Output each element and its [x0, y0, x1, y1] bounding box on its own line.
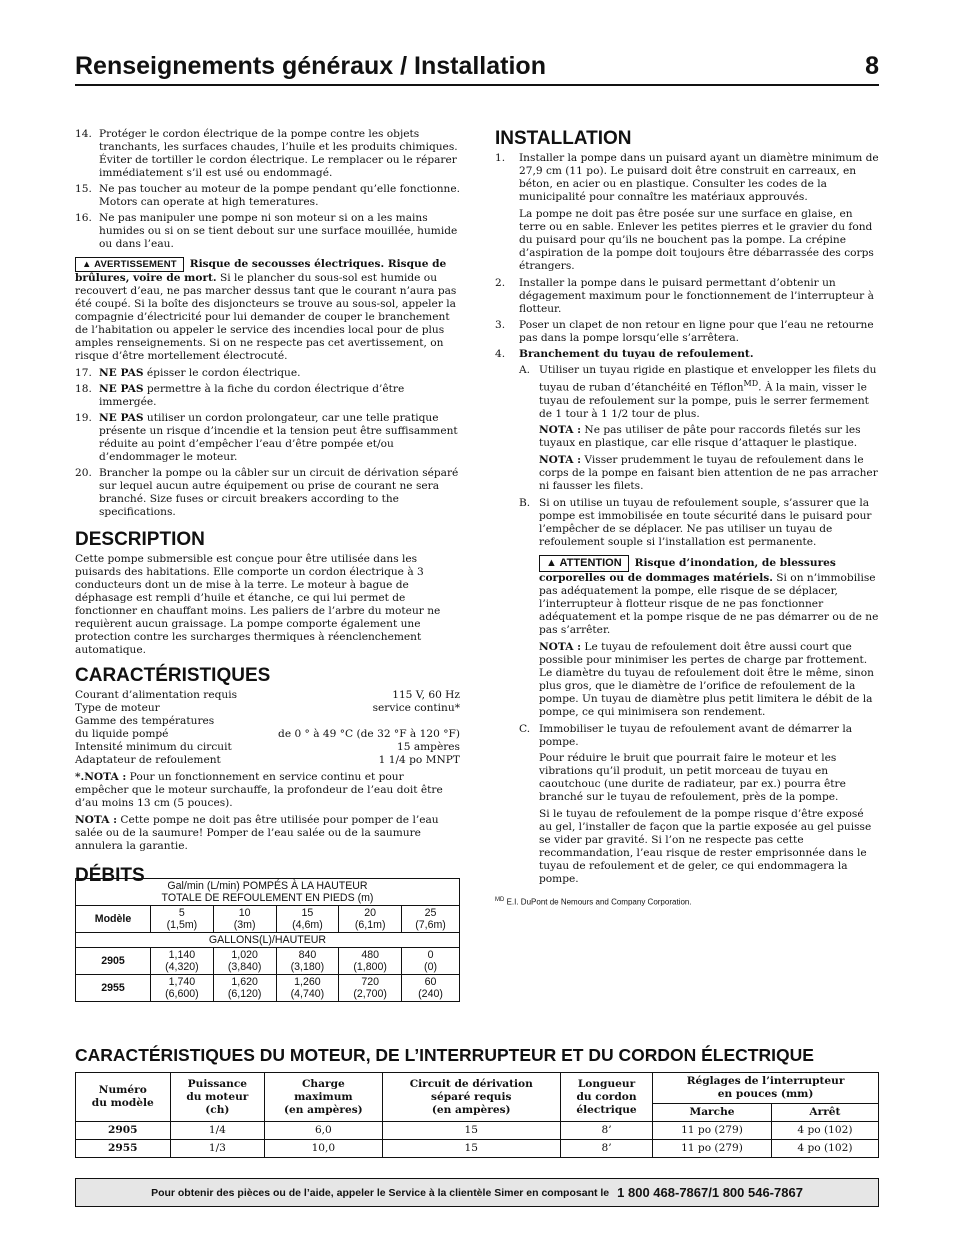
item-bold: NE PAS	[99, 412, 144, 424]
header-line: TOTALE DE REFOULEMENT EN PIEDS (m)	[161, 892, 374, 904]
table-row	[76, 948, 460, 975]
list-item	[495, 348, 880, 361]
install-steps	[495, 152, 880, 361]
note-a1	[495, 424, 880, 450]
spec-row	[75, 754, 460, 767]
warning-badge	[75, 257, 184, 272]
attention-badge-label: ATTENTION	[559, 556, 622, 569]
note-duty	[75, 771, 460, 810]
item-text: Protéger le cordon électrique de la pompe contre les objets tranchants, les surfaces chaudes, l’huile et les produits chimiques. Éviter de tortiller le cordon électrique. Le remplacer ou le réparer immédiatement s’il est usé ou endommagé.	[99, 128, 458, 179]
footnote	[495, 894, 880, 909]
height-m: (1,5m)	[166, 919, 198, 931]
cell-model: 2905	[76, 1122, 171, 1140]
flow-gal: 720	[361, 976, 380, 988]
item-number: 18.	[75, 383, 92, 395]
step-number: 4.	[495, 348, 506, 360]
step-text: Branchement du tuyau de refoulement.	[519, 348, 754, 360]
header-line: Circuit de dérivation	[409, 1077, 533, 1090]
table-row	[76, 1073, 879, 1104]
cell-off: 4 po (102)	[771, 1122, 878, 1140]
item-bold: NE PAS	[99, 367, 144, 379]
header-line: maximum	[294, 1090, 353, 1103]
flow-gal: 1,140	[168, 949, 196, 961]
page-number: 8	[865, 52, 879, 80]
spec-value: 15 ampères	[396, 741, 460, 753]
note-label: NOTA :	[539, 640, 582, 653]
height-ft: 25	[424, 907, 437, 919]
flow-l: (1,800)	[353, 961, 387, 973]
note-label: *.NOTA :	[75, 771, 127, 783]
flow-cell	[276, 975, 339, 1002]
spec-label: Courant d’alimentation requis	[75, 689, 238, 701]
step-text: Poser un clapet de non retour en ligne pour que l’eau ne retourne pas dans la pompe lorsqu’elle s’arrêtera.	[519, 319, 874, 344]
item-text: utiliser un cordon prolongateur, car une telle pratique présente un risque d’incendie et la tension peut être suffisamment réduite au point d’empêcher l’eau d’être pompée et/ou d’endommager le moteur.	[99, 412, 458, 463]
debits-heading: DÉBITS	[75, 865, 145, 886]
item-number: 15.	[75, 183, 92, 195]
list-item	[75, 128, 460, 180]
header-line: électrique	[576, 1103, 637, 1116]
warning-bold: Risque de secousses électriques. Risque de brûlures, voire de mort.	[75, 258, 447, 284]
description-heading: DESCRIPTION	[75, 529, 205, 550]
spec-label: Type de moteur	[75, 702, 160, 714]
spec-row	[75, 689, 460, 702]
note-text: Ne pas utiliser de pâte pour raccords filetés sur les tuyaux en plastique, car elle risque d’attaquer le plastique.	[539, 423, 861, 449]
item-text: Ne pas manipuler une pompe ni son moteur si on a les mains humides ou si on se tient debout sur une surface mouillée, humide ou dans l’eau.	[99, 212, 458, 250]
cell-circuit: 15	[382, 1122, 560, 1140]
height-cell	[213, 906, 276, 933]
spec-label: Intensité minimum du circuit	[75, 741, 232, 753]
table-row	[76, 1140, 879, 1158]
support-footer	[75, 1178, 879, 1207]
description-text: Cette pompe submersible est conçue pour être utilisée dans les puisards des habitations. Elle comporte un cordon électrique à 3 conducteurs dont un de mise à la terre. Le moteur à bague de déphasage est rempli d’huile et étanche, ce qui lui permet de fonctionner en chauffant moins. Les paliers de l’arbre du moteur ne requièrent aucun graissage. La pompe comporte également une protection contre les surcharges thermiques à réenclenchement automatique.	[75, 553, 441, 656]
list-item	[75, 467, 460, 519]
table-row	[76, 933, 460, 948]
step-text: Installer la pompe dans le puisard permettant d’obtenir un dégagement maximum pour le fonctionnement de l’interrupteur à flotteur.	[519, 277, 874, 315]
flow-cell	[151, 948, 214, 975]
item-text: épisser le cordon électrique.	[146, 367, 301, 379]
flow-l: (0)	[424, 961, 437, 973]
attention-bold: Risque d’inondation, de blessures corporelles ou de dommages matériels.	[539, 556, 836, 584]
cell-load: 10,0	[265, 1140, 382, 1158]
flow-l: (3,840)	[227, 961, 262, 973]
note-label: NOTA :	[539, 453, 582, 466]
footnote-sup: MD	[495, 896, 505, 903]
item-text: Ne pas toucher au moteur de la pompe pendant qu’elle fonctionne. Motors can operate at high temeratures.	[99, 183, 460, 208]
item-bold: NE PAS	[99, 383, 144, 395]
item-number: 14.	[75, 128, 92, 140]
list-item	[495, 319, 880, 345]
attention-badge	[539, 555, 629, 572]
table-row	[76, 879, 460, 906]
flow-cell	[213, 975, 276, 1002]
flow-l: (2,700)	[353, 988, 387, 1000]
attention-block	[495, 555, 880, 637]
trademark-sup: MD	[743, 379, 759, 388]
cell-on: 11 po (279)	[653, 1122, 772, 1140]
substep-b	[495, 497, 880, 549]
spec-label: Gamme des températures	[75, 715, 215, 727]
header-line: du moteur	[186, 1090, 249, 1103]
flow-gal: 840	[298, 949, 317, 961]
substep-a	[495, 364, 880, 421]
spec-label: du liquide pompé	[75, 728, 169, 740]
item-text: permettre à la fiche du cordon électrique d’être immergée.	[99, 383, 405, 408]
substep-c-paragraph: Pour réduire le bruit que pourrait faire le moteur et les vibrations qu’il produit, un petit morceau de tuyau en caoutchouc (une durite de radiateur, par ex.) pourra être branché sur le tuyau de refoulement, près de la pompe.	[539, 751, 846, 803]
header-line: du modèle	[91, 1097, 154, 1109]
table-header	[76, 879, 460, 906]
flow-cell	[276, 948, 339, 975]
cell-circuit: 15	[382, 1140, 560, 1158]
header-line: (en ampères)	[284, 1103, 363, 1116]
footer-phone: 1 800 468-7867/1 800 546-7867	[617, 1185, 803, 1200]
height-ft: 5	[178, 907, 185, 919]
height-cell	[151, 906, 214, 933]
substep-text: . À la main, visser le tuyau de refoulement sur la pompe, puis le serrer fermement de 1 tour à 1 1/2 tour de plus.	[539, 381, 869, 420]
height-cell	[402, 906, 460, 933]
height-m: (7,6m)	[415, 919, 446, 931]
cell-model: 2955	[76, 1140, 171, 1158]
table-row	[76, 975, 460, 1002]
motor-table	[75, 1072, 879, 1158]
col-header-power	[170, 1073, 265, 1122]
height-ft: 10	[238, 907, 251, 919]
list-item	[75, 383, 460, 409]
flow-cell	[402, 975, 460, 1002]
item-text: Brancher la pompe ou la câbler sur un circuit de dérivation séparé sur lequel aucun autre équipement ou prise de courant ne sera branché. Size fuses or circuit breakers according to the specifications.	[99, 467, 459, 518]
specs-list	[75, 689, 460, 767]
header-line: Puissance	[187, 1077, 248, 1090]
warning-triangle-icon: ▲	[82, 259, 92, 270]
height-ft: 15	[301, 907, 314, 919]
flow-gal: 480	[361, 949, 380, 961]
flow-cell	[402, 948, 460, 975]
list-item	[75, 183, 460, 209]
height-ft: 20	[364, 907, 377, 919]
flow-l: (4,740)	[290, 988, 325, 1000]
header-line: Réglages de l’interrupteur	[686, 1075, 845, 1087]
substep-text: Immobiliser le tuyau de refoulement avant de démarrer la pompe.	[539, 722, 853, 748]
col-header-model	[76, 1073, 171, 1122]
note-a2	[495, 454, 880, 493]
spec-label: Adaptateur de refoulement	[75, 754, 221, 766]
height-m: (4,6m)	[292, 919, 323, 931]
col-header-off: Arrêt	[771, 1104, 878, 1122]
table-row	[76, 906, 460, 933]
spec-row	[75, 702, 460, 715]
flow-gal: 1,020	[231, 949, 258, 961]
attention-text: Si on n’immobilise pas adéquatement la pompe, elle risque de se déplacer, l’interrupteur à flotteur risque de ne pas fonctionner adéquatement et la pompe risque de ne pas démarrer ou de ne pas s’arrêter.	[539, 571, 879, 636]
flow-l: (6,120)	[227, 988, 262, 1000]
list-item	[495, 277, 880, 316]
header-line: du cordon	[576, 1090, 637, 1103]
height-cell	[339, 906, 402, 933]
list-item	[495, 152, 880, 273]
footer-text: Pour obtenir des pièces ou de l’aide, appeler le Service à la clientèle Simer en composant le	[151, 1186, 610, 1199]
step-number: 3.	[495, 319, 506, 331]
warning-badge-label: AVERTISSEMENT	[94, 259, 177, 270]
header-line: Gal/min (L/min) POMPÉS À LA HAUTEUR	[167, 880, 368, 892]
right-column	[495, 128, 880, 912]
spec-value: 115 V, 60 Hz	[392, 689, 460, 701]
specs-heading: CARACTÉRISTIQUES	[75, 665, 271, 686]
note-label: NOTA :	[75, 814, 118, 826]
table-row	[76, 1122, 879, 1140]
flow-gal: 1,620	[231, 976, 258, 988]
note-saltwater	[75, 814, 460, 853]
installation-heading: INSTALLATION	[495, 128, 632, 149]
step-text: La pompe ne doit pas être posée sur une surface en glaise, en terre ou en sable. Enlever les petites pierres et le gravier du fond du puisard pour qu’ils ne bouchent pas la pompe. La crépine d’aspiration de la pompe doit toujours être débarrassée des corps étrangers.	[519, 208, 874, 272]
flow-l: (240)	[418, 988, 443, 1000]
step-number: 1.	[495, 152, 506, 164]
note-text: Cette pompe ne doit pas être utilisée pour pomper de l’eau salée ou de la saumure! Pomper de l’eau salée ou de la saumure annulera la garantie.	[75, 814, 439, 852]
flow-gal: 0	[427, 949, 434, 961]
flow-l: (4,320)	[165, 961, 199, 973]
header-line: séparé requis	[431, 1090, 512, 1103]
substep-c	[495, 723, 880, 749]
item-number: 17.	[75, 367, 92, 379]
motor-heading: CARACTÉRISTIQUES DU MOTEUR, DE L’INTERRUPTEUR ET DU CORDON ÉLECTRIQUE	[75, 1045, 814, 1065]
note-label: NOTA :	[539, 423, 582, 436]
list-item	[75, 212, 460, 251]
substep-text: Utiliser un tuyau rigide en plastique et envelopper les filets du tuyau de ruban d’étanchéité en Téflon	[539, 364, 877, 394]
list-item	[75, 367, 460, 380]
header-line: Numéro	[98, 1084, 147, 1096]
height-m: (3m)	[233, 919, 256, 931]
spec-value: 1 1/4 po MNPT	[378, 754, 460, 766]
step-number: 2.	[495, 277, 506, 289]
left-column	[75, 128, 460, 889]
model-cell: 2905	[76, 948, 151, 975]
flow-table	[75, 878, 460, 1002]
flow-l: (6,600)	[165, 988, 199, 1000]
note-text: Pour un fonctionnement en service continu et pour empêcher que le moteur surchauffe, la profondeur de l’eau doit être d’au moins 13 cm (5 pouces).	[75, 771, 443, 809]
list-item	[75, 412, 460, 464]
note-text: Visser prudemment le tuyau de refoulement dans le corps de la pompe en faisant bien attention de ne pas arracher ni fausser les filets.	[539, 453, 878, 492]
cell-cord: 8’	[560, 1122, 652, 1140]
model-cell: 2955	[76, 975, 151, 1002]
spec-row	[75, 728, 460, 741]
cell-off: 4 po (102)	[771, 1140, 878, 1158]
spec-row	[75, 715, 460, 728]
header-line: (ch)	[205, 1103, 230, 1116]
substep-c-paragraph: Si le tuyau de refoulement de la pompe risque d’être exposé au gel, l’installer de façon que la partie exposée au gel puisse se vider par gravité. Si l’on ne respecte pas cette recommandation, l’eau risque de rester emprisonnée dans le tuyau de refoulement et de geler, ce qui endommagera la pompe.	[539, 807, 872, 885]
flow-gal: 60	[424, 976, 437, 988]
header-line: en pouces (mm)	[717, 1088, 814, 1100]
warning-triangle-icon: ▲	[546, 556, 557, 569]
substep-letter: A.	[519, 364, 531, 376]
model-column-header: Modèle	[76, 906, 151, 933]
warning-text: Si le plancher du sous-sol est humide ou recouvert d’eau, ne pas marcher dessus tant que le courant n’aura pas été coupé. Si la boîte des disjoncteurs se trouve au sous-sol, appeler la compagnie d’électricité pour lui demander de couper le branchement de l’habitation ou appeler le service des incendies local pour de plus amples renseignements. Si on ne respecte pas cet avertissement, on risque d’être mortellement électrocuté.	[75, 272, 457, 362]
cell-on: 11 po (279)	[653, 1140, 772, 1158]
spec-row	[75, 741, 460, 754]
header-line: (en ampères)	[431, 1103, 511, 1116]
flow-gal: 1,260	[294, 976, 321, 988]
cell-cord: 8’	[560, 1140, 652, 1158]
footnote-text: E.I. DuPont de Nemours and Company Corporation.	[506, 897, 692, 907]
col-header-circuit	[382, 1073, 560, 1122]
header-line: Longueur	[577, 1077, 636, 1090]
col-header-on: Marche	[653, 1104, 772, 1122]
header-line: Charge	[302, 1077, 345, 1090]
flow-cell	[151, 975, 214, 1002]
flow-cell	[213, 948, 276, 975]
substep-letter: C.	[519, 722, 531, 735]
item-number: 16.	[75, 212, 92, 224]
page-header	[75, 48, 879, 86]
col-header-switch	[653, 1073, 879, 1104]
substep-letter: B.	[519, 496, 531, 509]
height-m: (6,1m)	[354, 919, 386, 931]
flow-l: (3,180)	[290, 961, 325, 973]
cell-power: 1/4	[170, 1122, 265, 1140]
safety-list-b	[75, 367, 460, 519]
note-text: Le tuyau de refoulement doit être aussi court que possible pour minimiser les pertes de charge par frottement. Le diamètre du tuyau de refoulement doit être le même, sinon plus gros, que le diamètre de l’orifice de refoulement de la pompe. Un tuyau de diamètre plus petit limitera le débit de la pompe, ce qui minimisera son rendement.	[539, 640, 874, 718]
page-title: Renseignements généraux / Installation	[75, 52, 546, 80]
flow-gal: 1,740	[168, 976, 196, 988]
col-header-cord	[560, 1073, 652, 1122]
cell-power: 1/3	[170, 1140, 265, 1158]
item-number: 20.	[75, 467, 92, 479]
warning-block	[75, 257, 460, 363]
note-b	[495, 641, 880, 719]
units-row: GALLONS(L)/HAUTEUR	[76, 933, 460, 948]
step-text: Installer la pompe dans un puisard ayant un diamètre minimum de 27,9 cm (11 po). Le puisard doit être construit en carreaux, en béton, en acier ou en plastique. Consulter les codes de la municipalité pour connaître les matériaux approuvés.	[519, 152, 879, 203]
height-cell	[276, 906, 339, 933]
item-number: 19.	[75, 412, 92, 424]
flow-cell	[339, 948, 402, 975]
spec-value: service continu*	[372, 702, 460, 714]
cell-load: 6,0	[265, 1122, 382, 1140]
spec-value: de 0 ° à 49 °C (de 32 °F à 120 °F)	[278, 728, 460, 740]
flow-cell	[339, 975, 402, 1002]
substep-text: Si on utilise un tuyau de refoulement souple, s’assurer que la pompe est immobilisée en toute sécurité dans le puisard pour l’empêcher de se déplacer. Ne pas utiliser un tuyau de refoulement souple si l’installation est permanente.	[539, 496, 872, 548]
col-header-load	[265, 1073, 382, 1122]
safety-list-a	[75, 128, 460, 251]
